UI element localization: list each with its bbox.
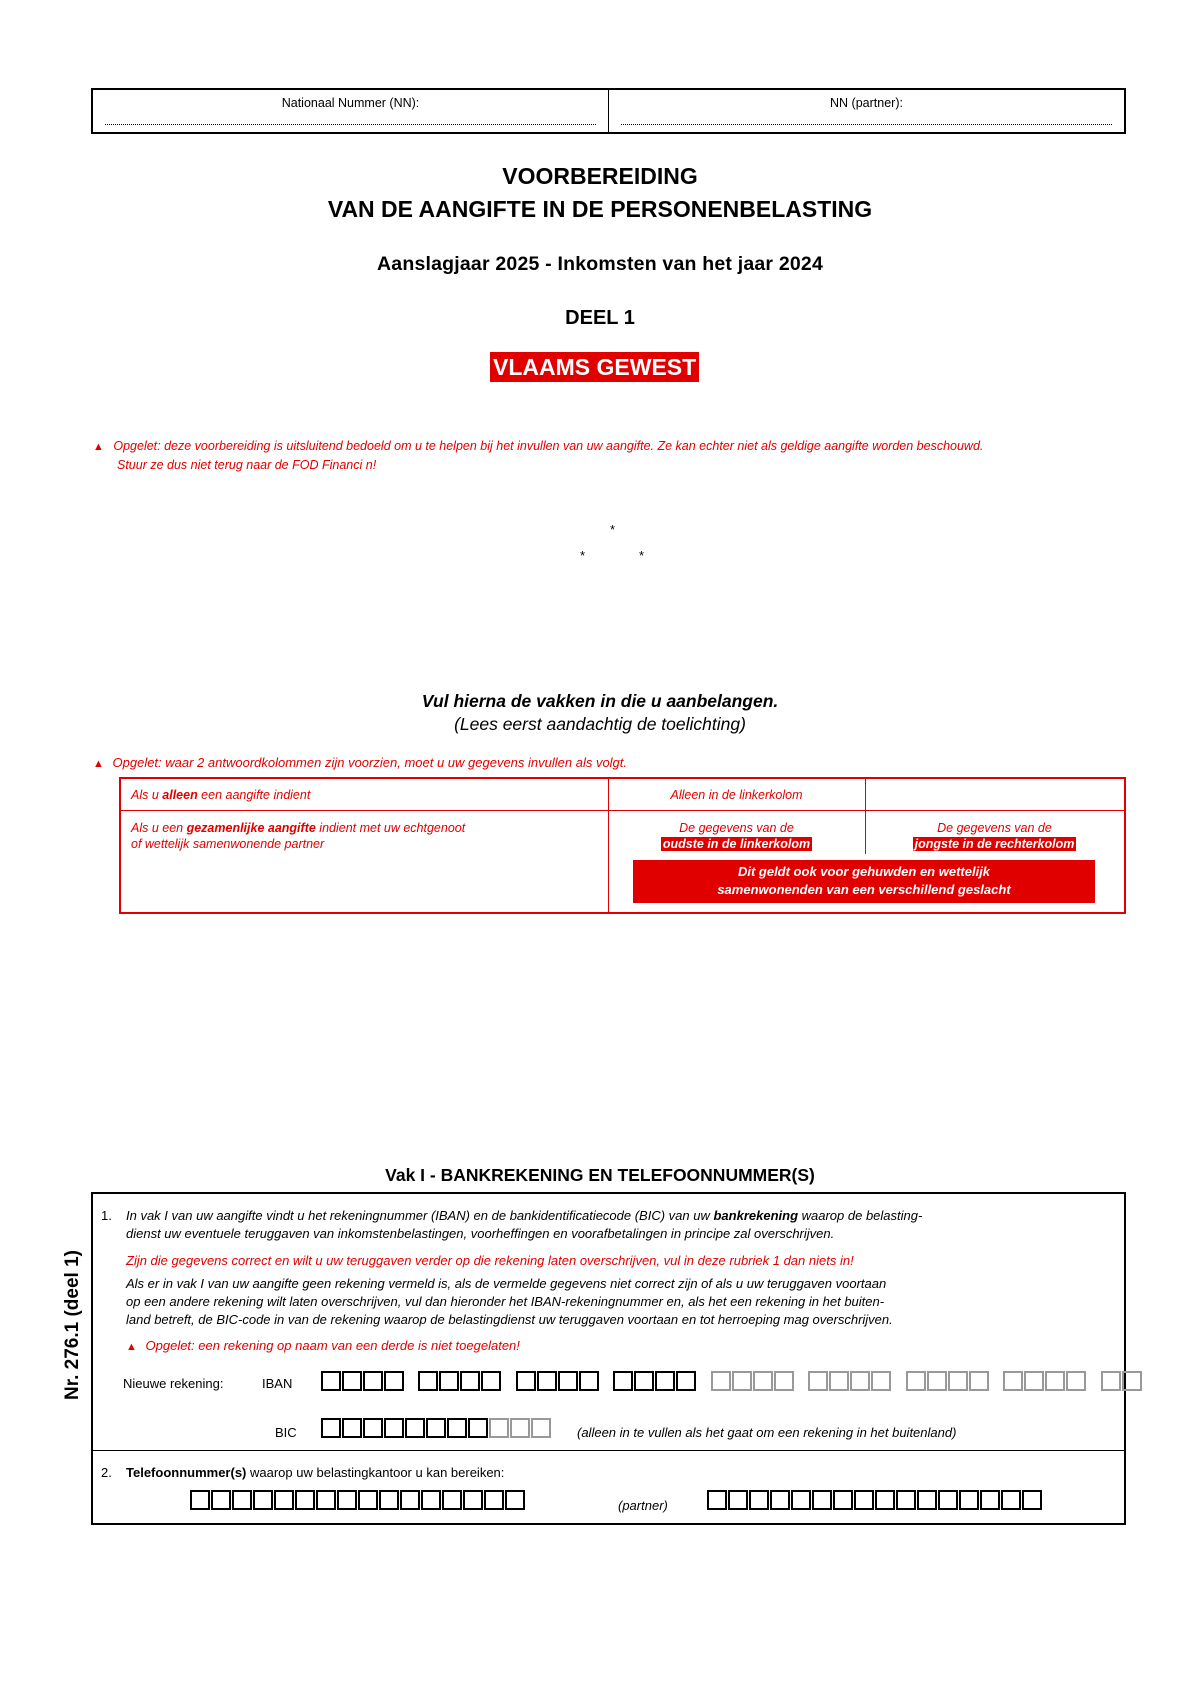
nn-cell[interactable] <box>93 90 608 132</box>
instructions-subheading: (Lees eerst aandachtig de toelichting) <box>454 714 746 734</box>
p1-text <box>126 1207 1116 1243</box>
p1-red-note: Zijn die gegevens correct en wilt u uw teruggaven verder op die rekening laten overschrijven, vul in deze rubriek 1 dan niets in! <box>126 1253 854 1268</box>
deel-label: DEEL 1 <box>565 307 635 329</box>
phone-input[interactable] <box>190 1489 526 1511</box>
p1-instructions <box>126 1275 1116 1329</box>
p1-pre: In vak I van uw aangifte vindt u het rekeningnummer (IBAN) en de bankidentificatiecode (BIC) van uw <box>126 1208 714 1223</box>
right-column-instruction <box>865 820 1124 852</box>
section-divider <box>93 1450 1124 1451</box>
row-alleen-post: een aangifte indient <box>197 788 311 802</box>
bic-input[interactable] <box>321 1417 552 1439</box>
p1-line2: dienst uw eventuele teruggaven van inkomstenbelastingen, voorheffingen en voorafbetalingen in principe zal overschrijven. <box>126 1226 835 1241</box>
row-alleen-col2: Alleen in de linkerkolom <box>670 788 803 802</box>
row-gezamenlijk-post: indient met uw echtgenoot <box>315 821 466 835</box>
row-gezamenlijk-bold: gezamenlijke aangifte <box>186 821 316 835</box>
p1-line5: op een andere rekening wilt laten overschrijven, vul dan hieronder het IBAN-rekeningnummer en, als het een rekening in het buiten- <box>126 1294 885 1309</box>
subtitle: Aanslagjaar 2025 - Inkomsten van het jaar 2024 <box>377 253 823 275</box>
p2-post: waarop uw belastingkantoor u kan bereiken: <box>246 1465 505 1480</box>
national-number-box <box>91 88 1126 134</box>
p1-post: waarop de belasting- <box>798 1208 923 1223</box>
left-column-text: De gegevens van de <box>679 821 794 835</box>
row-alleen-bold: alleen <box>162 788 198 802</box>
warning-top <box>93 437 1133 474</box>
banner-line1: Dit geldt ook voor gehuwden en wettelijk <box>737 864 991 879</box>
nn-dotted-line <box>105 124 596 125</box>
p1-warning <box>126 1337 520 1356</box>
table-divider <box>121 810 1124 811</box>
partner-label: (partner) <box>618 1498 668 1513</box>
p2-bold: Telefoonnummer(s) <box>126 1465 247 1480</box>
same-sex-note-banner <box>633 860 1095 903</box>
instructions-heading: Vul hierna de vakken in die u aanbelangen. <box>421 691 779 711</box>
p1-line6: land betreft, de BIC-code in van de rekening waarop de belastingdienst uw teruggaven voortaan en tot herroeping mag overschrijven. <box>126 1312 893 1327</box>
p1-number: 1. <box>101 1208 112 1223</box>
iban-input[interactable] <box>321 1370 1143 1392</box>
form-number-label: Nr. 276.1 (deel 1) <box>62 1250 83 1400</box>
p1-warning-text: Opgelet: een rekening op naam van een derde is niet toegelaten! <box>145 1338 520 1353</box>
p2-number: 2. <box>101 1465 112 1480</box>
left-column-instruction <box>608 820 865 852</box>
star-decoration: * <box>610 522 616 537</box>
warning-top-line1: Opgelet: deze voorbereiding is uitsluitend bedoeld om u te helpen bij het invullen van uw aangifte. Ze kan echter niet als geldige aangifte worden beschouwd. <box>113 439 984 453</box>
star-decoration: * <box>639 548 645 563</box>
title-line2: VAN DE AANGIFTE IN DE PERSONENBELASTING <box>327 196 873 222</box>
row-gezamenlijk-pre: Als u een <box>131 821 187 835</box>
row-alleen <box>131 787 310 803</box>
nn-label: Nationaal Nummer (NN): <box>281 96 420 110</box>
iban-label: IBAN <box>262 1376 293 1391</box>
bic-note: (alleen in te vullen als het gaat om een rekening in het buitenland) <box>577 1425 957 1440</box>
p1-bold: bankrekening <box>713 1208 799 1223</box>
warning-top-line2: Stuur ze dus niet terug naar de FOD Financi n! <box>117 458 377 472</box>
vak1-title: Vak I - BANKREKENING EN TELEFOONNUMMER(S) <box>385 1165 815 1185</box>
star-decoration: * <box>580 548 586 563</box>
p2-text <box>126 1464 504 1482</box>
warning-triangle-icon: ▲ <box>126 1341 137 1353</box>
left-column-pill: oudste in de linkerkolom <box>662 837 811 851</box>
new-account-label: Nieuwe rekening: <box>123 1376 224 1391</box>
instructions-warning-text: Opgelet: waar 2 antwoordkolommen zijn voorzien, moet u uw gegevens invullen als volgt. <box>112 755 628 770</box>
nn-partner-cell[interactable] <box>608 90 1124 132</box>
title-line1: VOORBEREIDING <box>502 163 698 189</box>
row-alleen-pre: Als u <box>131 788 163 802</box>
p1-line4: Als er in vak I van uw aangifte geen rekening vermeld is, als de vermelde gegevens niet correct zijn of als u uw teruggaven voortaan <box>126 1276 887 1291</box>
warning-triangle-icon: ▲ <box>93 441 104 453</box>
vak1-box <box>91 1192 1126 1525</box>
phone-partner-input[interactable] <box>707 1489 1043 1511</box>
instructions-warning <box>93 755 627 772</box>
banner-line2: samenwonenden van een verschillend geslacht <box>717 882 1011 897</box>
warning-triangle-icon: ▲ <box>93 758 104 770</box>
nn-partner-label: NN (partner): <box>830 96 903 110</box>
row-gezamenlijk <box>131 820 465 852</box>
nn-partner-dotted-line <box>621 124 1112 125</box>
right-column-pill: jongste in de rechterkolom <box>914 837 1075 851</box>
right-column-text: De gegevens van de <box>937 821 1052 835</box>
region-badge: VLAAMS GEWEST <box>490 352 699 382</box>
bic-label: BIC <box>275 1425 297 1440</box>
row-gezamenlijk-line2: of wettelijk samenwonende partner <box>131 837 325 851</box>
